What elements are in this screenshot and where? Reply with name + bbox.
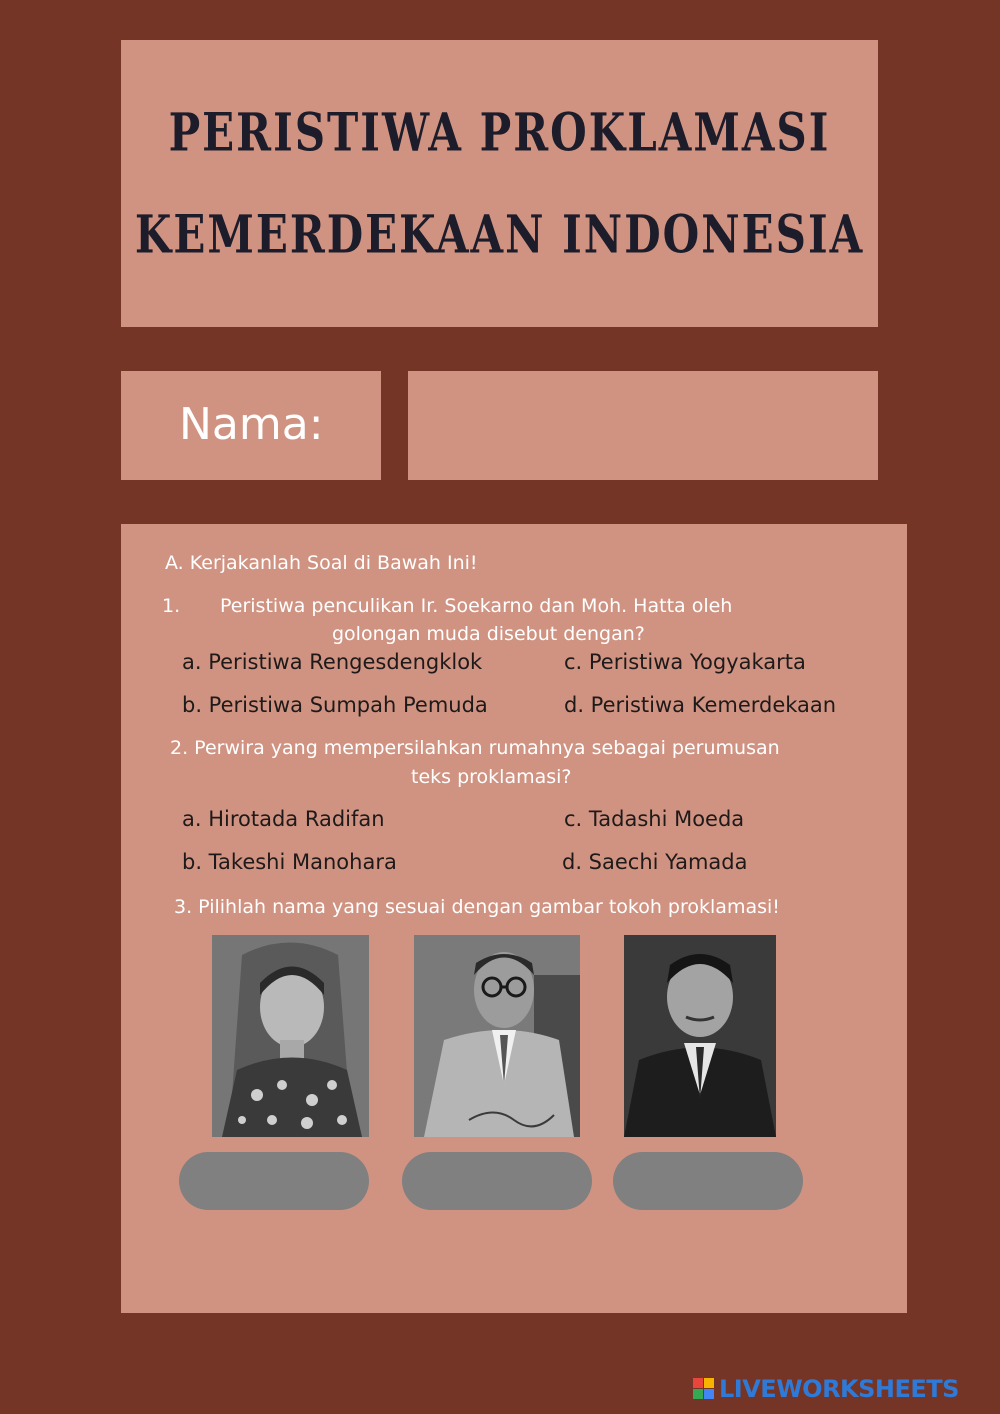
answer-slot-2[interactable]: [402, 1152, 592, 1210]
question-2-option-c[interactable]: c. Tadashi Moeda: [564, 807, 745, 831]
question-1-text-line-2: golongan muda disebut dengan?: [332, 623, 645, 645]
photo-2-svg: [414, 935, 580, 1137]
question-1-option-b[interactable]: b. Peristiwa Sumpah Pemuda: [182, 693, 488, 717]
name-label-panel: [121, 371, 381, 480]
questions-panel: [121, 524, 907, 1313]
photo-3-svg: [624, 935, 776, 1137]
watermark-text: LIVEWORKSHEETS: [719, 1375, 959, 1403]
portrait-man-suit-icon: [624, 935, 776, 1137]
question-1-number: 1.: [162, 595, 181, 617]
title-panel: [121, 40, 878, 327]
question-2-option-d[interactable]: d. Saechi Yamada: [562, 850, 748, 874]
question-1-option-c[interactable]: c. Peristiwa Yogyakarta: [564, 650, 806, 674]
answer-slot-3[interactable]: [613, 1152, 803, 1210]
page-title-line-1: PERISTIWA PROKLAMASI: [168, 101, 831, 164]
liveworksheets-logo-icon: [693, 1378, 715, 1400]
question-2-option-b[interactable]: b. Takeshi Manohara: [182, 850, 397, 874]
question-1-option-a[interactable]: a. Peristiwa Rengesdengklok: [182, 650, 483, 674]
name-label: Nama:: [179, 399, 324, 450]
portrait-woman-headscarf-icon: [212, 935, 369, 1137]
question-2-text-line-2: teks proklamasi?: [411, 766, 572, 788]
photo-1-svg: [212, 935, 369, 1137]
question-1-option-d[interactable]: d. Peristiwa Kemerdekaan: [564, 693, 837, 717]
liveworksheets-watermark: [693, 1375, 959, 1403]
answer-slot-1[interactable]: [179, 1152, 369, 1210]
page-title-line-2: KEMERDEKAAN INDONESIA: [134, 203, 865, 266]
name-input-panel: [408, 371, 878, 480]
section-heading: A. Kerjakanlah Soal di Bawah Ini!: [165, 552, 478, 574]
question-2-option-a[interactable]: a. Hirotada Radifan: [182, 807, 385, 831]
question-1-text-line-1: Peristiwa penculikan Ir. Soekarno dan Moh. Hatta oleh: [220, 595, 733, 617]
portrait-man-glasses-icon: [414, 935, 580, 1137]
question-3-text: 3. Pilihlah nama yang sesuai dengan gambar tokoh proklamasi!: [174, 896, 780, 918]
question-2-text-line-1: 2. Perwira yang mempersilahkan rumahnya sebagai perumusan: [170, 737, 780, 759]
name-input[interactable]: [408, 371, 878, 480]
